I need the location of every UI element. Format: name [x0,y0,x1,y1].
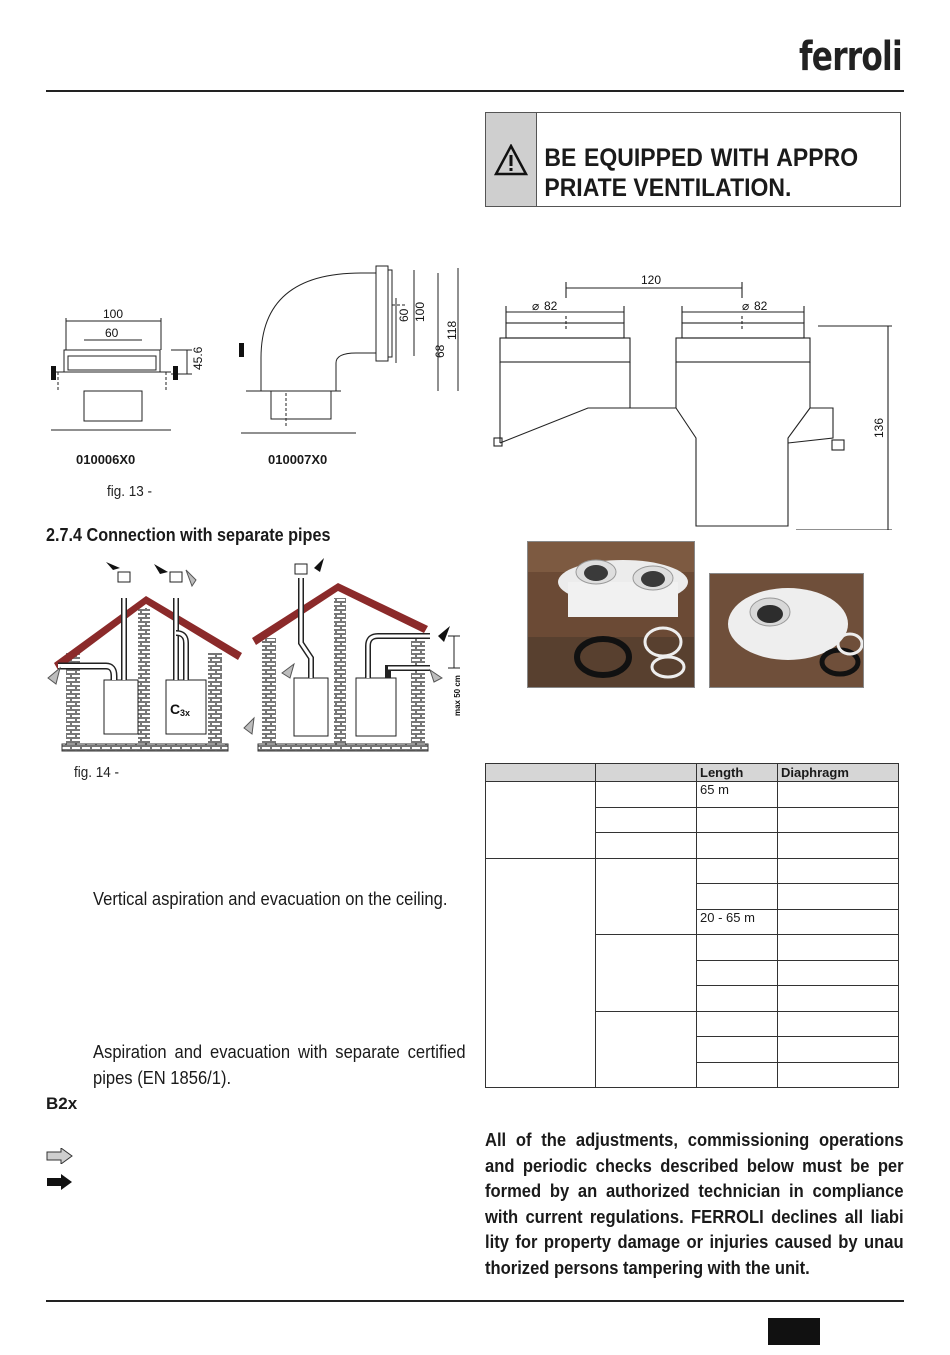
section-title: 2.7.4 Connection with separate pipes [46,525,331,545]
photo-separator-kit [527,541,695,688]
table-cell-length [697,833,778,859]
table-header-row [486,764,899,782]
table-cell-length [697,858,778,884]
table-cell [778,782,899,808]
dim-100-right: 100 [413,301,427,322]
table-cell [596,935,697,1012]
fig14-drawing [46,558,476,758]
fig14-caption: fig. 14 - [74,764,120,781]
table-cell-length: 65 m [697,782,778,808]
technician-notice: All of the adjustments, commissioning operations and periodic checks described below must be per formed by an authorized technician in compliance with current regulations. FERROLI declines all liabi lity for property damage or injuries caused by unau thorized persons tampering with the unit. [485,1130,904,1278]
c3x-label: C [170,701,181,717]
dim-45-6: 45.6 [191,346,205,370]
table-cell-length [697,1037,778,1063]
table-cell-length [697,807,778,833]
max-50cm-label: max 50 cm [453,675,462,716]
vertical-aspiration-text: Vertical aspiration and evacuation on the ceiling. [93,889,448,909]
table-cell [778,1037,899,1063]
c3x-subscript: 3x [180,708,191,718]
warning-triangle-icon [494,144,528,176]
dim-120: 120 [641,273,662,287]
warning-text: BE EQUIPPED WITH APPRO PRIATE VENTILATION. [544,144,859,202]
table-cell-length [697,960,778,986]
table-cell [778,935,899,961]
table-cell [486,858,596,1088]
table-header-cell [486,764,596,782]
dim-100-left: 100 [103,307,124,321]
table-row [486,782,899,808]
ferroli-logo: ferroli [799,34,902,80]
separator-drawing [488,268,898,530]
part-code-left: 010006X0 [76,452,136,467]
table-cell [778,909,899,935]
table-cell [778,884,899,910]
table-cell-length: 20 - 65 m [697,909,778,935]
table-header-cell [596,764,697,782]
table-cell [778,986,899,1012]
photo-coaxial-adapter [709,573,864,688]
dim-118: 118 [445,320,459,340]
dim-60-left: 60 [105,326,119,340]
table-cell [596,782,697,808]
page-number-box [768,1318,820,1345]
table-cell [778,960,899,986]
dim-82-right: 82 [754,299,768,313]
dia-82-right-symbol: ⌀ [742,299,750,313]
warning-icon-cell [486,113,537,206]
table-cell-length [697,986,778,1012]
table-cell [596,833,697,859]
table-cell [778,858,899,884]
dia-82-left-symbol: ⌀ [532,299,540,313]
table-cell [778,1062,899,1088]
part-code-right: 010007X0 [268,452,328,467]
table-cell [778,807,899,833]
dim-82-left: 82 [544,299,558,313]
header-rule [46,90,904,92]
table-header-diaphragm: Diaphragm [778,764,899,782]
dim-68: 68 [433,344,447,358]
table-header-length: Length [697,764,778,782]
table-row [486,858,899,884]
separate-pipes-text: Aspiration and evacuation with separate certified pipes (EN 1856/1). [93,1042,466,1088]
footer-rule [46,1300,904,1302]
table-cell [778,1011,899,1037]
table-cell-length [697,1062,778,1088]
intake-arrow-icon [46,1148,74,1164]
fig13-drawing [46,258,476,448]
table-cell [486,782,596,859]
fig13-caption: fig. 13 - [107,483,153,500]
table-cell [778,833,899,859]
table-cell-length [697,935,778,961]
dim-136: 136 [872,417,886,438]
warning-box [485,112,901,207]
dim-60-right: 60 [397,308,411,322]
table-cell [596,1011,697,1088]
exhaust-arrow-icon [46,1174,74,1190]
table-cell-length [697,884,778,910]
b2x-label: B2x [46,1094,78,1113]
table-cell-length [697,1011,778,1037]
table-cell [596,807,697,833]
table-cell [596,858,697,935]
flue-table [485,763,899,1088]
